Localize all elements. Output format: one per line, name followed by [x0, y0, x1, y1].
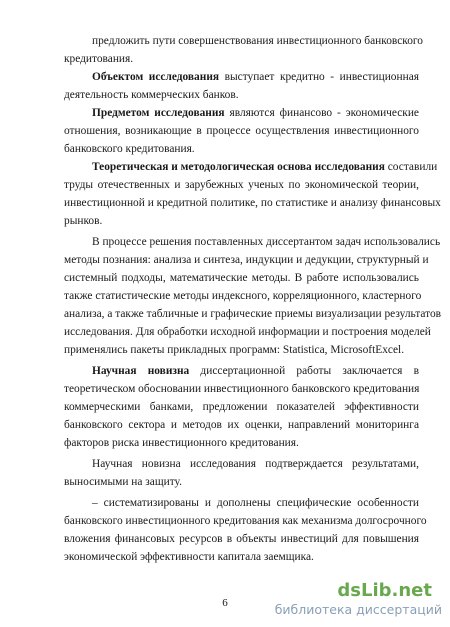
text-line: факторов риска инвестиционного кредитования.	[64, 437, 299, 449]
text-line: отношения, возникающие в процессе осуществления инвестиционного	[64, 125, 419, 137]
text-line: экономической эффективности капитала заемщика.	[64, 551, 314, 563]
text-line: выносимыми на защиту.	[64, 476, 182, 488]
object-term: Объектом исследования	[92, 71, 220, 83]
text-line: Предметом исследования являются финансово - экономические	[92, 107, 419, 119]
subject-term: Предметом исследования	[92, 107, 225, 119]
text-line: инвестиционной и кредитной политике, по статистике и анализу финансовых	[64, 197, 441, 209]
text-line: исследования. Для обработки исходной информации и построения моделей	[64, 326, 431, 338]
text-line: коммерческими банками, предложении показателей эффективности	[64, 401, 419, 413]
text-line: Научная новизна исследования подтверждается результатами,	[92, 458, 419, 470]
text-line: анализа, а также табличные и графические приемы визуализации результатов	[64, 308, 442, 320]
text-line: теоретическом обосновании инвестиционного банковского кредитования	[64, 383, 420, 395]
text-line: методы познания: анализа и синтеза, индукции и дедукции, структурный и	[64, 254, 429, 266]
text-line: деятельность коммерческих банков.	[64, 89, 239, 101]
watermark-logo: dsLib.net	[337, 580, 432, 601]
text-line: банковского кредитования.	[64, 143, 195, 155]
text-line: рынков.	[64, 215, 103, 227]
text-line: предложить пути совершенствования инвестиционного банковского	[92, 35, 423, 47]
text-line: банковского инвестиционного кредитования как механизма долгосрочного	[64, 515, 427, 527]
text-line: системный подходы, математические методы. В работе использовались	[64, 272, 419, 284]
text-line: Теоретическая и методологическая основа исследования составили	[92, 161, 438, 173]
text-line: В процессе решения поставленных диссертантом задач использовались	[92, 236, 441, 248]
text-line: вложения финансовых ресурсов в объекты инвестиций для повышения	[64, 533, 419, 545]
novelty-term: Научная новизна	[92, 365, 190, 377]
page-number: 6	[222, 597, 228, 609]
text-line: также статистические методы индексного, корреляционного, кластерного	[64, 290, 422, 302]
text-line: труды отечественных и зарубежных ученых по экономической теории,	[64, 179, 419, 191]
text-line: банковского сектора и методов их оценки, направлений мониторинга	[64, 419, 419, 431]
text-line: Объектом исследования выступает кредитно - инвестиционная	[92, 71, 419, 83]
text-line: Научная новизна диссертационной работы заключается в	[92, 365, 419, 377]
text-line: кредитования.	[64, 53, 134, 65]
text-line: применялись пакеты прикладных программ: Statistica, MicrosoftExcel.	[64, 344, 405, 356]
theory-term: Теоретическая и методологическая основа исследования	[92, 161, 385, 173]
watermark-caption: библиотека диссертаций	[274, 602, 442, 617]
watermark	[272, 580, 442, 620]
text-line: – систематизированы и дополнены специфические особенности	[92, 497, 419, 509]
